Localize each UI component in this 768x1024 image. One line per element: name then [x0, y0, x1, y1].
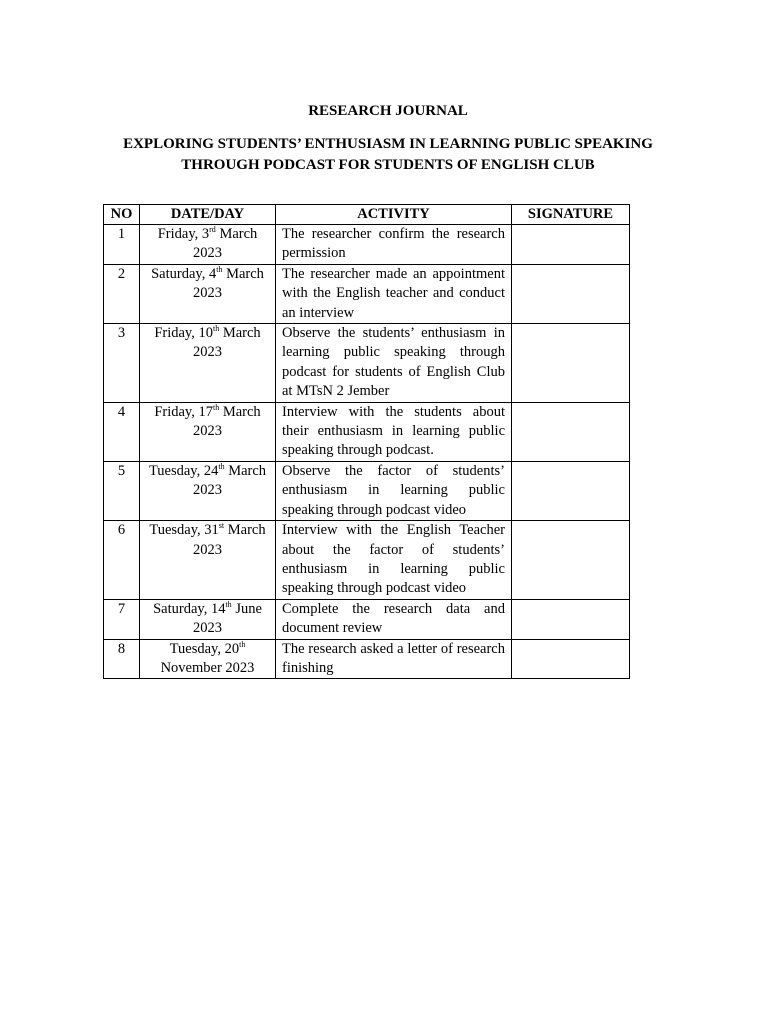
row-date [140, 461, 276, 520]
row-number: 8 [104, 639, 140, 679]
row-activity: Observe the students’ enthusiasm in learning public speaking through podcast for students of English Club at MTsN 2 Jember [276, 324, 512, 403]
date-day: Tuesday, 24 [148, 462, 219, 479]
journal-title: RESEARCH JOURNAL [308, 103, 468, 119]
date-ordinal: st [218, 521, 225, 531]
row-activity: The researcher made an appointment with the English teacher and conduct an interview [276, 264, 512, 323]
row-activity: Complete the research data and document review [276, 599, 512, 639]
row-number: 7 [104, 599, 140, 639]
header-no: NO [104, 205, 140, 225]
table-row [104, 639, 630, 679]
row-number: 3 [104, 324, 140, 403]
row-signature [512, 599, 630, 639]
header-signature: SIGNATURE [512, 205, 630, 225]
row-number: 1 [104, 225, 140, 265]
date-month-year: March 2023 [193, 226, 258, 262]
row-number: 4 [104, 402, 140, 461]
row-date [140, 402, 276, 461]
row-signature [512, 225, 630, 265]
row-number: 2 [104, 264, 140, 323]
row-number: 6 [104, 521, 140, 600]
date-ordinal: th [212, 324, 220, 334]
row-date [140, 599, 276, 639]
table-row [104, 402, 630, 461]
row-signature [512, 402, 630, 461]
header-activity: ACTIVITY [276, 205, 512, 225]
row-signature [512, 521, 630, 600]
row-date [140, 639, 276, 679]
date-ordinal: th [212, 402, 220, 412]
date-month-year: March 2023 [193, 462, 267, 499]
table-row [104, 264, 630, 323]
date-ordinal: th [239, 639, 246, 649]
row-activity: Interview with the students about their enthusiasm in learning public speaking through podcast. [276, 402, 512, 461]
row-activity: The research asked a letter of research finishing [276, 639, 512, 679]
date-month-year: June 2023 [193, 600, 262, 637]
row-date [140, 324, 276, 403]
date-ordinal: th [216, 264, 223, 274]
table-row [104, 521, 630, 600]
row-signature [512, 461, 630, 520]
row-date [140, 264, 276, 323]
date-day: Tuesday, 31 [149, 522, 219, 539]
date-day: Tuesday, 20 [169, 640, 240, 657]
row-activity: The researcher confirm the research permission [276, 225, 512, 265]
row-signature [512, 264, 630, 323]
date-month-year: March 2023 [193, 522, 266, 558]
date-month-year: November 2023 [160, 659, 255, 676]
date-ordinal: th [225, 599, 232, 609]
date-ordinal: rd [209, 225, 216, 234]
date-day: Saturday, 14 [153, 600, 226, 617]
table-header-row [104, 205, 630, 225]
date-ordinal: th [218, 461, 225, 471]
table-row [104, 461, 630, 520]
row-date [140, 225, 276, 265]
research-journal-table [103, 204, 630, 679]
row-signature [512, 324, 630, 403]
date-day: Saturday, 4 [151, 265, 217, 282]
date-month-year: March 2023 [193, 265, 264, 302]
date-day: Friday, 3 [157, 226, 210, 242]
table-row [104, 599, 630, 639]
table-row [104, 225, 630, 265]
date-month-year: March 2023 [193, 325, 261, 361]
document-title: EXPLORING STUDENTS’ ENTHUSIASM IN LEARNING PUBLIC SPEAKING THROUGH PODCAST FOR STUDENTS OF ENGLISH CLUB [123, 136, 653, 173]
date-month-year: March 2023 [193, 403, 261, 440]
date-day: Friday, 10 [154, 325, 213, 342]
table-row [104, 324, 630, 403]
row-date [140, 521, 276, 600]
row-activity: Observe the factor of students’ enthusiasm in learning public speaking through podcast video [276, 461, 512, 520]
header-date: DATE/DAY [140, 205, 276, 225]
row-signature [512, 639, 630, 679]
row-number: 5 [104, 461, 140, 520]
date-day: Friday, 17 [154, 403, 213, 420]
row-activity: Interview with the English Teacher about the factor of students’ enthusiasm in learning public speaking through podcast video [276, 521, 512, 600]
